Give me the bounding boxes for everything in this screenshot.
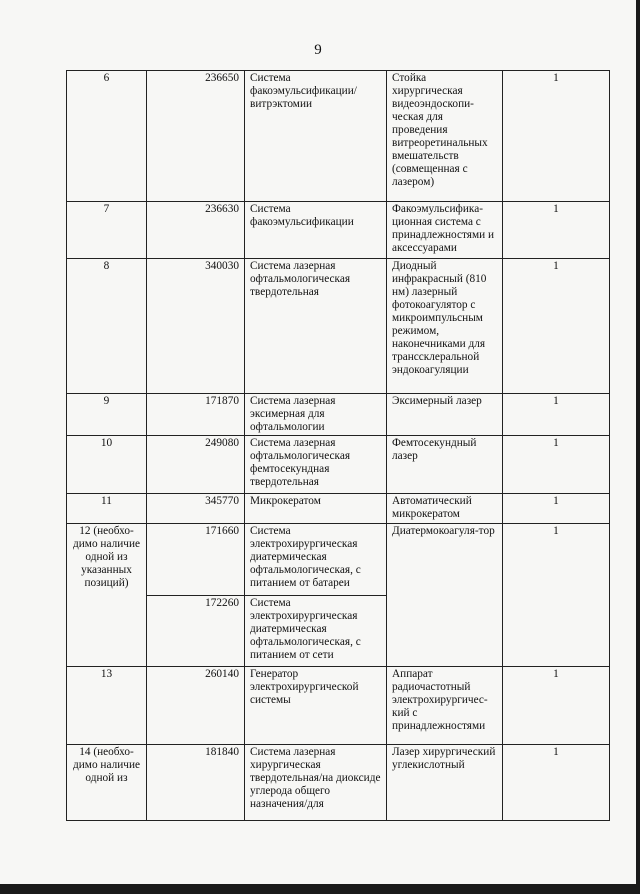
row-name: Система лазерная офтальмологическая фемтосекундная твердотельная <box>245 436 387 494</box>
row-code: 260140 <box>147 667 245 745</box>
row-quantity: 1 <box>503 494 610 524</box>
table-row <box>67 436 610 494</box>
row-quantity: 1 <box>503 394 610 436</box>
row-name: Система лазерная хирургическая твердотельная/на диоксиде углерода общего назначения/для <box>245 745 387 821</box>
row-number: 10 <box>67 436 147 494</box>
table-row <box>67 494 610 524</box>
table-row <box>67 524 610 596</box>
row-quantity: 1 <box>503 259 610 394</box>
row-code: 171660 <box>147 524 245 596</box>
row-number: 7 <box>67 202 147 259</box>
row-number: 11 <box>67 494 147 524</box>
page-number: 9 <box>314 42 322 58</box>
row-code: 340030 <box>147 259 245 394</box>
row-name: Система лазерная эксимерная для офтальмологии <box>245 394 387 436</box>
row-description: Стойка хирургическая видеоэндоскопи-ческая для проведения витреоретинальных вмешательств (совмещенная с лазером) <box>387 71 503 202</box>
row-number: 14 (необхо-димо наличие одной из <box>67 745 147 821</box>
row-code: 236650 <box>147 71 245 202</box>
row-code: 181840 <box>147 745 245 821</box>
table-row <box>67 667 610 745</box>
row-name: Генератор электрохирургической системы <box>245 667 387 745</box>
row-name: Система лазерная офтальмологическая твердотельная <box>245 259 387 394</box>
row-name: Микрокератом <box>245 494 387 524</box>
row-quantity: 1 <box>503 71 610 202</box>
row-description: Автоматический микрокератом <box>387 494 503 524</box>
row-description: Фемтосекундный лазер <box>387 436 503 494</box>
scan-border <box>0 885 640 894</box>
row-quantity: 1 <box>503 202 610 259</box>
table-row <box>67 259 610 394</box>
row-number: 9 <box>67 394 147 436</box>
table-row <box>67 202 610 259</box>
row-name: Система электрохирургическая диатермическая офтальмологическая, с питанием от сети <box>245 596 387 667</box>
row-number: 8 <box>67 259 147 394</box>
row-quantity: 1 <box>503 745 610 821</box>
row-description: Факоэмульсифика-ционная система с принадлежностями и аксессуарами <box>387 202 503 259</box>
row-number: 12 (необхо-димо наличие одной из указанных позиций) <box>67 524 147 667</box>
row-description: Лазер хирургический углекислотный <box>387 745 503 821</box>
row-description: Аппарат радиочастотный электрохирургичес-кий с принадлежностями <box>387 667 503 745</box>
row-name: Система электрохирургическая диатермическая офтальмологическая, с питанием от батареи <box>245 524 387 596</box>
row-code: 236630 <box>147 202 245 259</box>
row-code: 249080 <box>147 436 245 494</box>
row-description: Диатермокоагуля-тор <box>387 524 503 667</box>
table-row <box>67 745 610 821</box>
row-description: Диодный инфракрасный (810 нм) лазерный фотокоагулятор с микроимпульсным режимом, наконечниками для транссклеральной эндокоагуляции <box>387 259 503 394</box>
row-description: Эксимерный лазер <box>387 394 503 436</box>
row-code: 172260 <box>147 596 245 667</box>
row-quantity: 1 <box>503 667 610 745</box>
row-quantity: 1 <box>503 436 610 494</box>
row-code: 171870 <box>147 394 245 436</box>
row-number: 6 <box>67 71 147 202</box>
table-row <box>67 71 610 202</box>
row-number: 13 <box>67 667 147 745</box>
row-code: 345770 <box>147 494 245 524</box>
table-row <box>67 394 610 436</box>
row-name: Система факоэмульсификации/ витрэктомии <box>245 71 387 202</box>
equipment-table <box>66 70 610 821</box>
row-name: Система факоэмульсификации <box>245 202 387 259</box>
row-quantity: 1 <box>503 524 610 667</box>
